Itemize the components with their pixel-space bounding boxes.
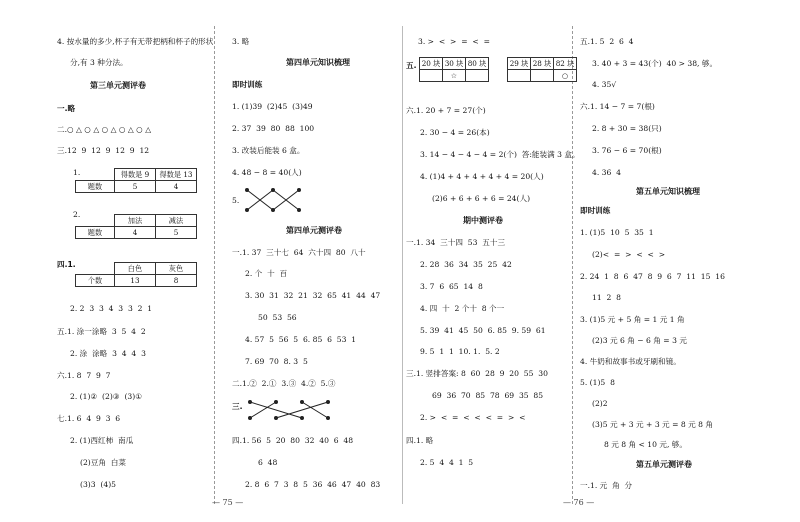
c4-line-5: 2. 8 + 30 = 38(只)	[592, 124, 662, 133]
q1-answer: 一.略	[57, 104, 76, 113]
table2-header-1: 加法	[115, 215, 156, 227]
unit5-review-title: 第五单元知识梳理	[636, 187, 700, 196]
price-cell-6: 82 块	[554, 58, 577, 70]
c3-line-4: 3. 14 − 4 − 4 − 4 = 2(个) 答:能装满 3 盒。	[420, 150, 580, 159]
c2-top-line: 3. 略	[232, 37, 250, 46]
matching-lines-diagram-1	[243, 186, 305, 214]
answer-table-1	[75, 168, 197, 193]
q7-2-answer: 2. (1)西红柿 南瓜	[70, 436, 134, 445]
q6-2-answer: 2. (1)② (2)③ (3)①	[70, 392, 143, 401]
price-cell-5: 28 块	[531, 58, 554, 70]
c2-line-4: 4. 48 − 8 = 40(人)	[232, 168, 302, 177]
q7-4-answer: (3)3 (4)5	[80, 480, 117, 489]
c3-line-12: 9. 5 1 1 10. 1. 5. 2	[420, 347, 500, 356]
circle-mark: ○	[554, 70, 577, 82]
c3-line-1: 3. > < > = < =	[418, 37, 490, 46]
c4-line-8: 1. (1)5 10 5 35 1	[580, 228, 654, 237]
table1-row-label: 题数	[76, 181, 115, 193]
c2-line-9: 50 53 56	[258, 313, 297, 322]
star-mark: ☆	[443, 70, 466, 82]
c2-line-10: 4. 57 5 56 5 6. 85 6 53 1	[245, 335, 357, 344]
c4-line-17: (3)5 元 + 3 元 + 3 元 = 8 元 8 角	[592, 420, 713, 429]
c3-line-3: 2. 30 − 4 = 26(本)	[420, 128, 490, 137]
c4-practice-heading: 即时训练	[580, 206, 611, 215]
c4-line-18: 8 元 8 角 < 10 元, 够。	[604, 440, 687, 449]
c3-line-16: 四.1. 略	[406, 436, 434, 445]
c4-line-16: (2)2	[592, 399, 608, 408]
c2-line-14: 四.1. 56 5 20 80 32 40 6 48	[232, 436, 354, 445]
price-table	[419, 57, 577, 82]
unit5-test-title: 第五单元测评卷	[636, 460, 692, 469]
c3-line-11: 5. 39 41 45 50 6. 85 9. 59 61	[420, 326, 546, 335]
c3-line-5: 4. (1)4 + 4 + 4 + 4 + 4 = 20(人)	[420, 172, 544, 181]
q2-answer: 二.○ △ ○ △ ○ △ ○ △ ○ △	[57, 125, 152, 134]
c2-line-16: 2. 8 6 7 3 8 5 36 46 47 40 83	[245, 480, 381, 489]
c4-line-7: 4. 36 4	[592, 168, 621, 177]
c4-line-9: (2)< = > < < >	[592, 250, 666, 259]
c3-line-13: 三.1. 竖排答案: 8 60 28 9 20 55 30	[406, 369, 548, 378]
c3-line-8: 2. 28 36 34 35 25 42	[420, 260, 512, 269]
intro-line-2: 分,有 3 种分法。	[70, 58, 128, 67]
c4-line-1: 五.1. 5 2 6 4	[580, 37, 634, 46]
c3-line-14: 69 36 70 85 78 69 35 85	[432, 391, 544, 400]
table1-value-2: 4	[156, 181, 197, 193]
table3-row-label: 个数	[76, 275, 115, 287]
q3-answer: 三.12 9 12 9 12 9 12	[57, 146, 150, 155]
c2-line-1: 1. (1)39 (2)45 (3)49	[232, 102, 313, 111]
table1-header-2: 得数是 13	[156, 169, 197, 181]
c2-line-8: 3. 30 31 32 21 32 65 41 44 47	[245, 291, 381, 300]
table1-number: 1.	[73, 168, 81, 177]
unit4-test-title: 第四单元测评卷	[286, 226, 342, 235]
c4-line-6: 3. 76 − 6 = 70(根)	[592, 146, 662, 155]
q7-3-answer: (2)豆角 白菜	[80, 458, 126, 467]
c3-line-10: 4. 四 十 2 个十 8 个一	[420, 304, 505, 313]
c2-line-13: 三.	[232, 402, 243, 411]
table3-number: 四.1.	[57, 260, 76, 269]
table2-number: 2.	[73, 210, 81, 219]
page-number-right: — 76 —	[563, 498, 595, 507]
c3-line-17: 2. 5 4 4 1 5	[420, 458, 474, 467]
unit4-review-title: 第四单元知识梳理	[286, 58, 350, 67]
unit3-test-title: 第三单元测评卷	[90, 81, 146, 90]
price-cell-3: 80 块	[466, 58, 489, 70]
c2-line-11: 7. 69 70 8. 3 5	[245, 357, 308, 366]
c3-line-9: 3. 7 6 65 14 8	[420, 282, 483, 291]
q6-1-answer: 六.1. 8 7 9 7	[57, 371, 111, 380]
table3-value-2: 8	[156, 275, 197, 287]
price-cell-4: 29 块	[508, 58, 531, 70]
c2-line-5: 5.	[232, 196, 240, 205]
c2-line-7: 2. 个 十 百	[245, 269, 288, 278]
answer-table-3	[75, 262, 197, 287]
matching-lines-diagram-2	[246, 398, 336, 422]
c4-line-15: 5. (1)5 8	[580, 378, 615, 387]
table3-value-1: 13	[115, 275, 156, 287]
c3-section-five: 五.	[406, 61, 417, 70]
c3-line-2: 六.1. 20 + 7 = 27(个)	[406, 106, 486, 115]
c3-line-6: (2)6 + 6 + 6 + 6 = 24(人)	[432, 194, 531, 203]
c4-line-10: 2. 24 1 8 6 47 8 9 6 7 11 15 16	[580, 272, 725, 281]
answer-table-2	[75, 214, 197, 239]
table1-header-1: 得数是 9	[115, 169, 156, 181]
midterm-title: 期中测评卷	[463, 216, 503, 225]
c3-line-15: 2. > < = < < < = > <	[420, 413, 526, 422]
c4-line-2: 3. 40 + 3 = 43(个) 40 > 38, 够。	[592, 59, 718, 68]
table3-header-2: 灰色	[156, 263, 197, 275]
c4-line-13: (2)3 元 6 角 − 6 角 = 3 元	[592, 336, 687, 345]
table2-row-label: 题数	[76, 227, 115, 239]
c3-line-7: 一.1. 34 三十四 53 五十三	[406, 238, 506, 247]
q4-2-answer: 2. 2 3 3 4 3 3 2 1	[70, 304, 153, 313]
c2-line-6: 一.1. 37 三十七 64 六十四 80 八十	[232, 248, 366, 257]
c4-line-3: 4. 35√	[592, 80, 617, 89]
left-column-divider	[214, 26, 215, 504]
table2-value-2: 5	[156, 227, 197, 239]
page-number-left: — 75 —	[212, 498, 244, 507]
table2-header-2: 减法	[156, 215, 197, 227]
right-column-divider	[572, 26, 573, 504]
q5-2-answer: 2. 涂 涂略 3 4 4 3	[70, 349, 146, 358]
price-cell-1: 20 块	[420, 58, 443, 70]
c2-line-15: 6 48	[258, 458, 278, 467]
table2-value-1: 4	[115, 227, 156, 239]
center-divider	[402, 26, 403, 504]
c2-line-2: 2. 37 39 80 88 100	[232, 124, 315, 133]
c4-line-19: 一.1. 元 角 分	[580, 481, 633, 490]
practice-heading: 即时训练	[232, 80, 263, 89]
table1-value-1: 5	[115, 181, 156, 193]
table3-header-1: 白色	[115, 263, 156, 275]
c4-line-11: 11 2 8	[592, 293, 621, 302]
q5-1-answer: 五.1. 涂一涂略 3 5 4 2	[57, 327, 146, 336]
c2-line-12: 二.1.② 2.① 3.③ 4.② 5.③	[232, 379, 336, 388]
price-cell-2: 30 块	[443, 58, 466, 70]
c4-line-14: 4. 牛奶和故事书或牙刷和镜。	[580, 357, 681, 366]
c4-line-4: 六.1. 14 − 7 = 7(根)	[580, 102, 655, 111]
c4-line-12: 3. (1)5 元 + 5 角 = 1 元 1 角	[580, 315, 685, 324]
intro-line-1: 4. 按水量的多少,杯子有无带把柄和杯子的形状	[57, 37, 214, 46]
c2-line-3: 3. 改装后能装 6 盒。	[232, 146, 305, 155]
q7-1-answer: 七.1. 6 4 9 3 6	[57, 414, 121, 423]
